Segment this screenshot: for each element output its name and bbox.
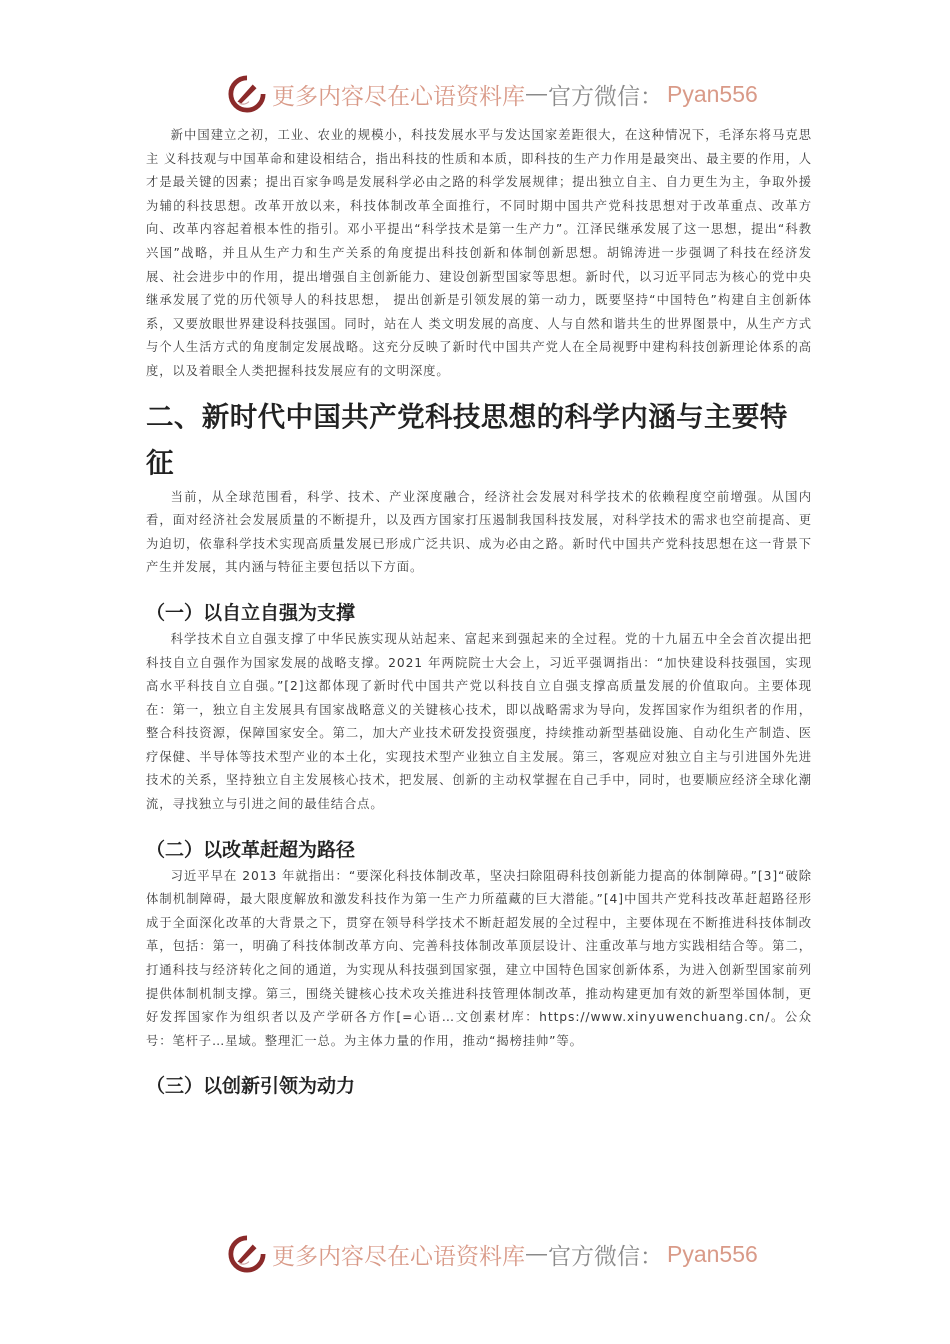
watermark-wechat-id: Pyan556	[667, 1240, 758, 1267]
quill-pen-icon	[228, 1235, 266, 1273]
watermark-wechat-label: 官方微信：	[548, 83, 663, 110]
paragraph-history: 新中国建立之初，工业、农业的规模小，科技发展水平与发达国家差距很大，在这种情况下，毛泽东将马克思主 义科技观与中国革命和建设相结合，指出科技的性质和本质，即科技的生产力作用是最突出、最主要的作用，人才是最关键的因素；提出百家争鸣是发展科学必由之路的科学发展规律；提出独立自主、自力更生为主，争取外援为辅的科技思想。改革开放以来，科技体制改革全面推行，不同时期中国共产党科技思想对于改革重点、改革方向、改革内容起着根本性的指引。邓小平提出“科学技术是第一生产力”。江泽民继承发展了这一思想，提出“科教兴国”战略，并且从生产力和生产关系的角度提出科技创新和体制创新思想。胡锦涛进一步强调了科技在经济发展、社会进步中的作用，提出增强自主创新能力、建设创新型国家等思想。新时代，以习近平同志为核心的党中央继承发展了党的历代领导人的科技思想， 提出创新是引领发展的第一动力，既要坚持“中国特色”构建自主创新体系，又要放眼世界建设科技强国。同时，站在人 类文明发展的高度、人与自然和谐共生的世界图景中，从生产方式与个人生活方式的角度制定发展战略。这充分反映了新时代中国共产党人在全局视野中建构科技创新理论体系的高度，以及着眼全人类把握科技发展应有的文明深度。	[146, 128, 812, 378]
watermark-main-text: 更多内容尽在心语资料库	[272, 1243, 525, 1270]
paragraph-self-reliance: 科学技术自立自强支撑了中华民族实现从站起来、富起来到强起来的全过程。党的十九届五中全会首次提出把科技自立自强作为国家发展的战略支撑。2021 年两院院士大会上，习近平强调指出：“加快建设科技强国，实现高水平科技自立自强。”[2]这都体现了新时代中国共产党以科技自立自强支撑高质量发展的价值取向。主要体现在：第一，独立自主发展具有国家战略意义的关键核心技术，即以战略需求为导向，发挥国家作为组织者的作用，整合科技资源，保障国家安全。第二，加大产业技术研发投资强度，持续推动新型基础设施、自动化生产制造、医疗保健、半导体等技术型产业的本土化，实现技术型产业独立自主发展。第三，客观应对独立自主与引进国外先进技术的关系，坚持独立自主发展核心技术，把发展、创新的主动权掌握在自己手中，同时，也要顺应经济全球化潮流，寻找独立与引进之间的最佳结合点。	[146, 631, 812, 812]
document-body	[146, 124, 812, 1101]
watermark-main-text: 更多内容尽在心语资料库	[272, 83, 525, 110]
subheading-self-reliance: （一）以自立自强为支撑	[146, 601, 356, 624]
watermark-wechat-label: 官方微信：	[548, 1243, 663, 1270]
watermark-separator: —	[525, 81, 548, 107]
paragraph-background: 当前，从全球范围看，科学、技术、产业深度融合，经济社会发展对科学技术的依赖程度空前增强。从国内看，面对经济社会发展质量的不断提升，以及西方国家打压遏制我国科技发展，对科学技术的需求也空前提高、更为迫切，依靠科学技术实现高质量发展已形成广泛共识、成为必由之路。新时代中国共产党科技思想在这一背景下产生并发展，其内涵与特征主要包括以下方面。	[146, 489, 812, 575]
section-heading-2: 二、新时代中国共产党科技思想的科学内涵与主要特征	[146, 400, 788, 479]
watermark-separator: —	[525, 1241, 548, 1267]
subheading-reform: （二）以改革赶超为路径	[146, 838, 356, 861]
quill-pen-icon	[228, 75, 266, 113]
watermark-banner-top	[228, 72, 758, 116]
watermark-wechat-id: Pyan556	[667, 80, 758, 107]
subheading-innovation: （三）以创新引领为动力	[146, 1075, 356, 1098]
watermark-banner-bottom	[228, 1232, 758, 1276]
paragraph-reform: 习近平早在 2013 年就指出：“要深化科技体制改革，坚决扫除阻碍科技创新能力提高的体制障碍。”[3]“破除体制机制障碍，最大限度解放和激发科技作为第一生产力所蕴藏的巨大潜能。”[4]中国共产党科技改革赶超路径形成于全面深化改革的大背景之下，贯穿在领导科学技术不断赶超发展的全过程中，主要体现在不断推进科技体制改革，包括：第一，明确了科技体制改革方向、完善科技体制改革顶层设计、注重改革与地方实践相结合等。第二，打通科技与经济转化之间的通道，为实现从科技强到国家强，建立中国特色国家创新体系，为进入创新型国家前列提供体制机制支撑。第三，围绕关键核心技术攻关推进科技管理体制改革，推动构建更加有效的新型举国体制，更好发挥国家作为组织者以及产学研各方作[=心语…文创素材库：https://www.xinyuwenchuang.cn/。公众号：笔杆子…星域。整理汇一总。为主体力量的作用，推动“揭榜挂帅”等。	[146, 868, 812, 1048]
